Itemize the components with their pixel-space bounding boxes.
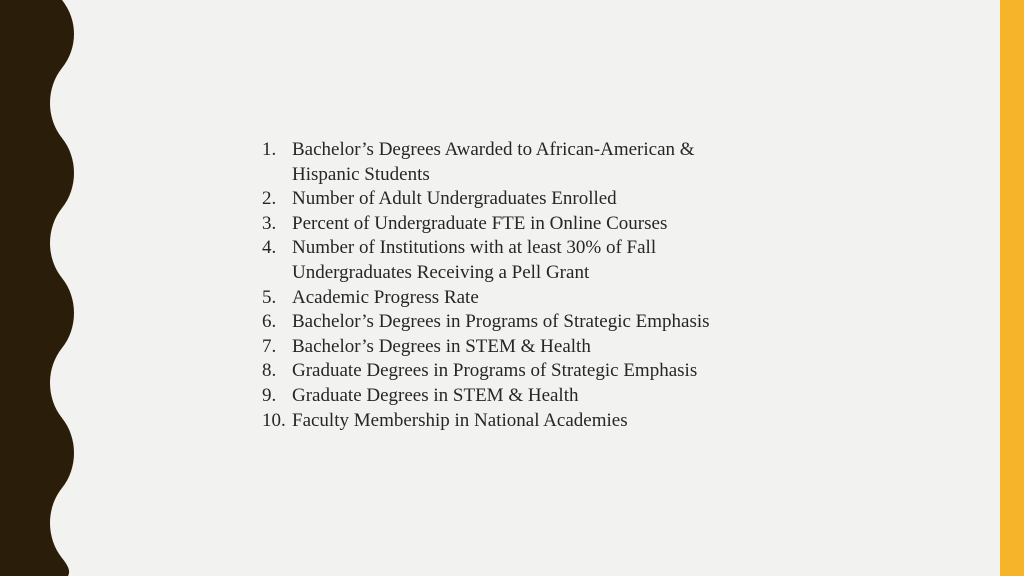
list-item-line: Academic Progress Rate bbox=[292, 286, 479, 308]
list-item-number: 3. bbox=[262, 212, 277, 234]
list-item-text bbox=[292, 138, 782, 187]
list-item-line: Bachelor’s Degrees in Programs of Strategic Emphasis bbox=[292, 311, 710, 333]
list-item-number: 4. bbox=[262, 237, 277, 259]
list-item bbox=[262, 384, 782, 409]
list-item bbox=[262, 138, 782, 187]
list-item bbox=[262, 409, 782, 434]
numbered-list bbox=[262, 138, 782, 433]
list-item bbox=[262, 310, 782, 335]
list-item-text bbox=[292, 212, 782, 237]
list-item bbox=[262, 286, 782, 311]
list-item bbox=[262, 359, 782, 384]
list-item bbox=[262, 236, 782, 285]
list-item-line: Graduate Degrees in STEM & Health bbox=[292, 384, 579, 406]
list-item-text bbox=[292, 286, 782, 311]
list-item-line: Number of Adult Undergraduates Enrolled bbox=[292, 188, 617, 210]
list-item-text bbox=[292, 187, 782, 212]
list-item bbox=[262, 335, 782, 360]
list-item-number: 10. bbox=[262, 409, 286, 431]
list-item-text bbox=[292, 384, 782, 409]
list-item bbox=[262, 187, 782, 212]
list-item-number: 5. bbox=[262, 286, 277, 308]
right-accent-bar bbox=[1000, 0, 1024, 576]
list-item-number: 6. bbox=[262, 311, 277, 333]
list-item-text bbox=[292, 359, 782, 384]
list-item-line: Graduate Degrees in Programs of Strategic Emphasis bbox=[292, 360, 698, 382]
list-item-line: Percent of Undergraduate FTE in Online Courses bbox=[292, 212, 668, 234]
left-wavy-border bbox=[0, 0, 80, 576]
list-item bbox=[262, 212, 782, 237]
list-item-number: 2. bbox=[262, 188, 277, 210]
list-item-text bbox=[292, 409, 782, 434]
list-item-number: 1. bbox=[262, 139, 277, 160]
list-item-line: Hispanic Students bbox=[292, 163, 430, 185]
list-item-line: Faculty Membership in National Academies bbox=[292, 409, 628, 431]
list-item-text bbox=[292, 236, 782, 285]
list-item-number: 8. bbox=[262, 360, 277, 382]
list-item-line: Undergraduates Receiving a Pell Grant bbox=[292, 261, 590, 283]
list-item-line: Bachelor’s Degrees in STEM & Health bbox=[292, 335, 591, 357]
list-item-number: 9. bbox=[262, 384, 277, 406]
list-item-number: 7. bbox=[262, 335, 277, 357]
list-item-text bbox=[292, 335, 782, 360]
list-item-line: Number of Institutions with at least 30% of Fall bbox=[292, 237, 657, 259]
list-item-text bbox=[292, 310, 782, 335]
list-item-line: Bachelor’s Degrees Awarded to African-American & bbox=[292, 139, 695, 160]
